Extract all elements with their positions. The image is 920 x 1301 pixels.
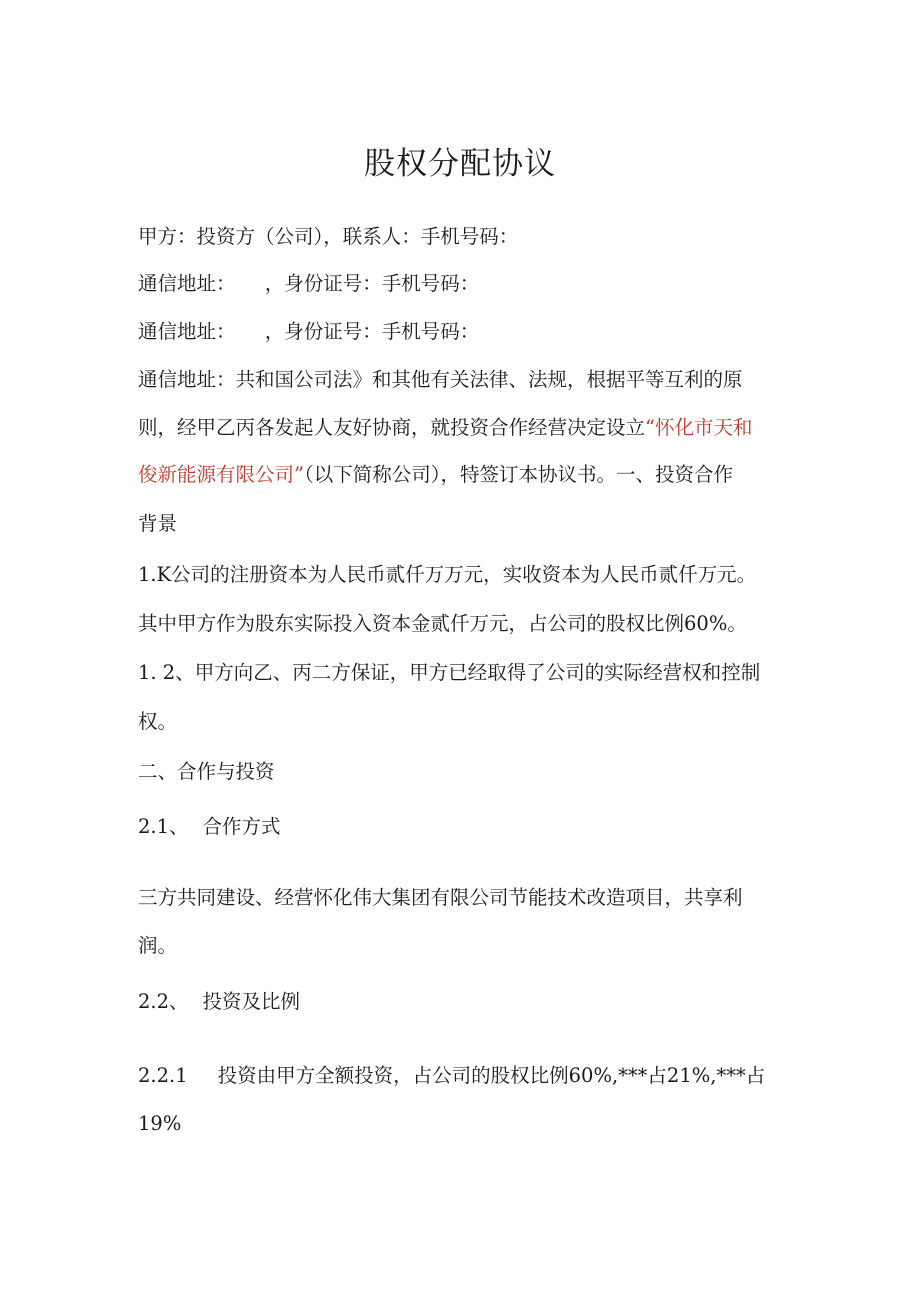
section-2-2-heading (138, 992, 300, 1012)
section-2-2-title: 投资及比例 (202, 990, 301, 1013)
company-name-highlight-1: “怀化市天和 (645, 416, 753, 439)
company-name-highlight-2: 俊新能源有限公司” (138, 463, 304, 486)
address-line-2: 通信地址： ，身份证号：手机号码： (138, 320, 480, 343)
section-2-2-1-line-2: 19% (138, 1112, 182, 1135)
paragraph-1-line-3-text: （以下简称公司），特签订本协议书。一、投资合作 (303, 463, 733, 486)
section-2-1-number: 2.1、 (138, 815, 189, 838)
section-2-2-1-body: 投资由甲方全额投资，占公司的股权比例60%,***占21%,***占 (217, 1064, 766, 1087)
section-1-2-line-1: 1. 2、甲方向乙、丙二方保证，甲方已经取得了公司的实际经营权和控制 (138, 661, 761, 684)
document-title: 股权分配协议 (364, 146, 556, 182)
section-2-2-1-number: 2.2.1 (138, 1064, 188, 1087)
address-line-1: 通信地址： ，身份证号：手机号码： (138, 272, 480, 295)
section-2-2-number: 2.2、 (138, 990, 189, 1013)
section-1-2-line-2: 权。 (138, 710, 178, 733)
section-2-1-body-line-2: 润。 (138, 934, 178, 957)
paragraph-1-line-4: 背景 (138, 512, 178, 535)
section-1-1-line-2: 其中甲方作为股东实际投入资本金贰仟万元，占公司的股权比例60%。 (138, 612, 747, 635)
paragraph-1-line-2 (138, 418, 753, 438)
paragraph-1-line-2-text: 则，经甲乙丙各发起人友好协商，就投资合作经营决定设立 (138, 416, 646, 439)
section-2-heading: 二、合作与投资 (138, 760, 275, 783)
paragraph-1-line-3 (138, 465, 733, 485)
party-a-line: 甲方：投资方（公司），联系人：手机号码： (138, 225, 519, 248)
section-1-1-line-1: 1.K公司的注册资本为人民币贰仟万万元，实收资本为人民币贰仟万元。 (138, 563, 757, 586)
section-2-1-title: 合作方式 (202, 815, 281, 838)
section-2-1-heading (138, 817, 281, 837)
paragraph-1-line-1: 通信地址：共和国公司法》和其他有关法律、法规，根据平等互利的原 (138, 368, 743, 391)
section-2-1-body-line-1: 三方共同建设、经营怀化伟大集团有限公司节能技术改造项目，共享利 (138, 886, 743, 909)
section-2-2-1-line-1 (138, 1066, 765, 1086)
